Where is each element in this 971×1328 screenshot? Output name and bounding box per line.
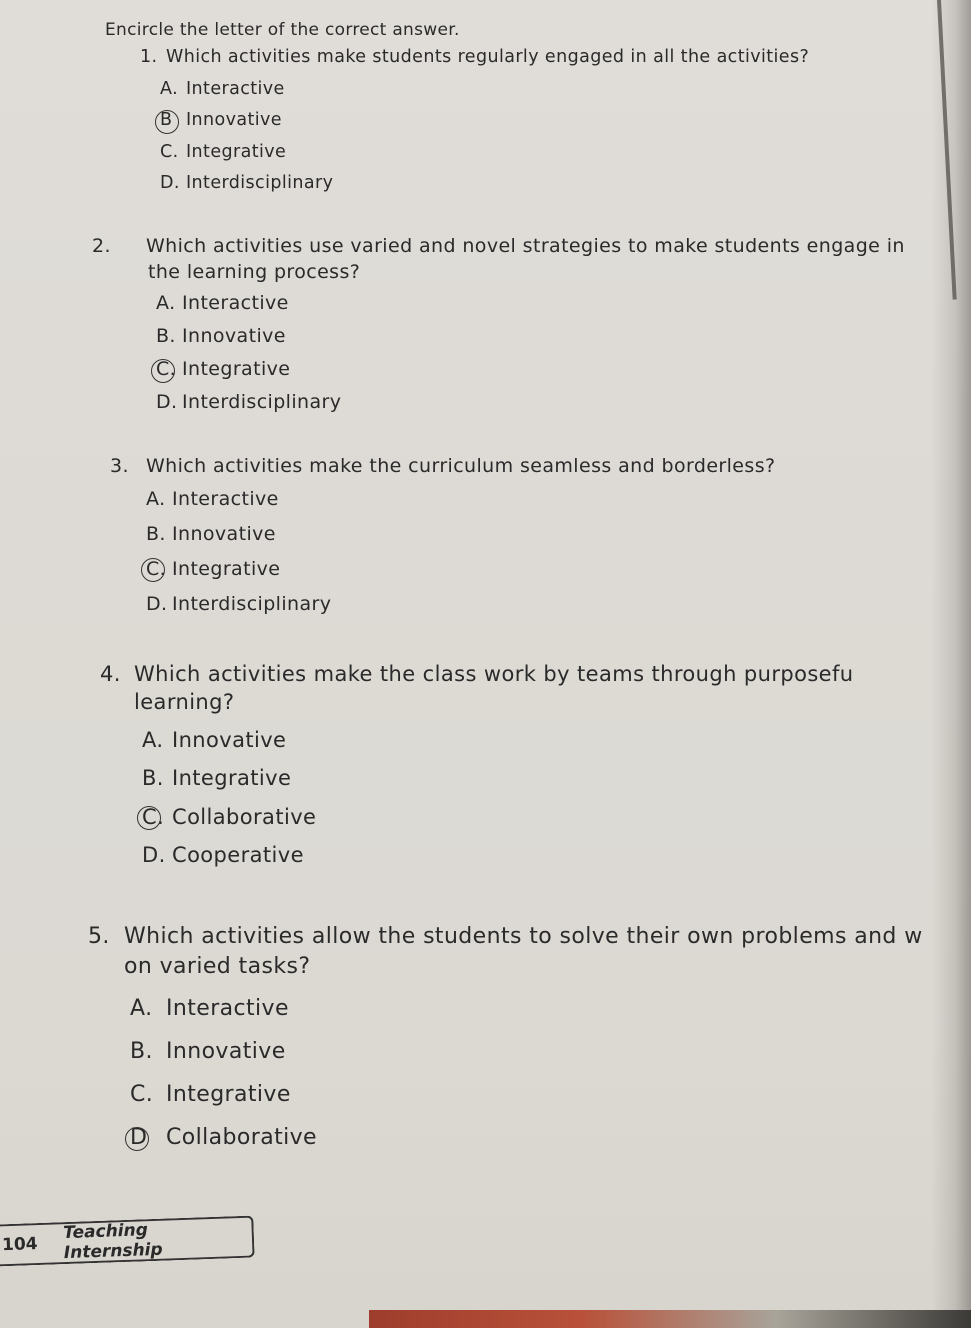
question-stem-line2: learning? — [134, 690, 235, 715]
option-b[interactable]: B. Innovative — [146, 522, 276, 545]
question-stem: 3. Which activities make the curriculum seamless and borderless? — [110, 455, 776, 477]
question-1 — [140, 46, 809, 200]
option-d[interactable]: D. Cooperative — [142, 843, 304, 868]
options-list — [146, 482, 775, 622]
question-2 — [92, 234, 930, 419]
question-3 — [110, 454, 775, 622]
table-surface — [0, 1310, 971, 1328]
question-stem-line2: on varied tasks? — [124, 953, 311, 979]
option-c[interactable]: C. Integrative — [130, 1082, 291, 1108]
options-list — [156, 287, 930, 419]
option-a[interactable]: A. Interactive — [146, 487, 279, 510]
options-list — [130, 987, 923, 1159]
option-a[interactable]: A. Interactive — [160, 78, 285, 99]
question-stem: 4. Which activities make the class work by teams through purposefu — [100, 662, 854, 686]
page-footer — [0, 1216, 255, 1267]
option-c-circled[interactable]: C. Collaborative — [142, 798, 854, 837]
option-c[interactable]: C. Integrative — [160, 141, 287, 162]
option-a[interactable]: A. Interactive — [130, 996, 289, 1022]
option-b[interactable]: B. Integrative — [142, 766, 292, 791]
option-d[interactable]: D. Interdisciplinary — [146, 592, 332, 615]
option-d[interactable]: D. Interdisciplinary — [156, 391, 342, 414]
question-5 — [88, 922, 923, 1159]
question-stem: 5. Which activities allow the students to solve their own problems and w — [88, 924, 923, 949]
option-d[interactable]: D. Interdisciplinary — [160, 173, 334, 194]
option-d-circled[interactable]: D Collaborative — [130, 1116, 923, 1159]
question-stem: 2. Which activities use varied and novel strategies to make students engage in the learning process? — [92, 235, 905, 283]
option-b[interactable]: B. Innovative — [156, 325, 286, 348]
option-c-circled[interactable]: C. Integrative — [156, 353, 930, 386]
option-a[interactable]: A. Innovative — [142, 727, 287, 752]
option-c-circled[interactable]: C. Integrative — [146, 552, 775, 587]
page-number: 104 — [1, 1234, 38, 1256]
instruction-text: Encircle the letter of the correct answer. — [105, 20, 460, 40]
options-list — [142, 721, 854, 875]
option-b-circled[interactable]: B Innovative — [160, 105, 809, 137]
question-stem: 1. Which activities make students regularly engaged in all the activities? — [140, 47, 810, 67]
question-4 — [100, 660, 854, 875]
book-title: Teaching Internship — [62, 1220, 163, 1264]
option-a[interactable]: A. Interactive — [156, 292, 289, 315]
options-list — [160, 74, 809, 200]
option-b[interactable]: B. Innovative — [130, 1039, 286, 1065]
